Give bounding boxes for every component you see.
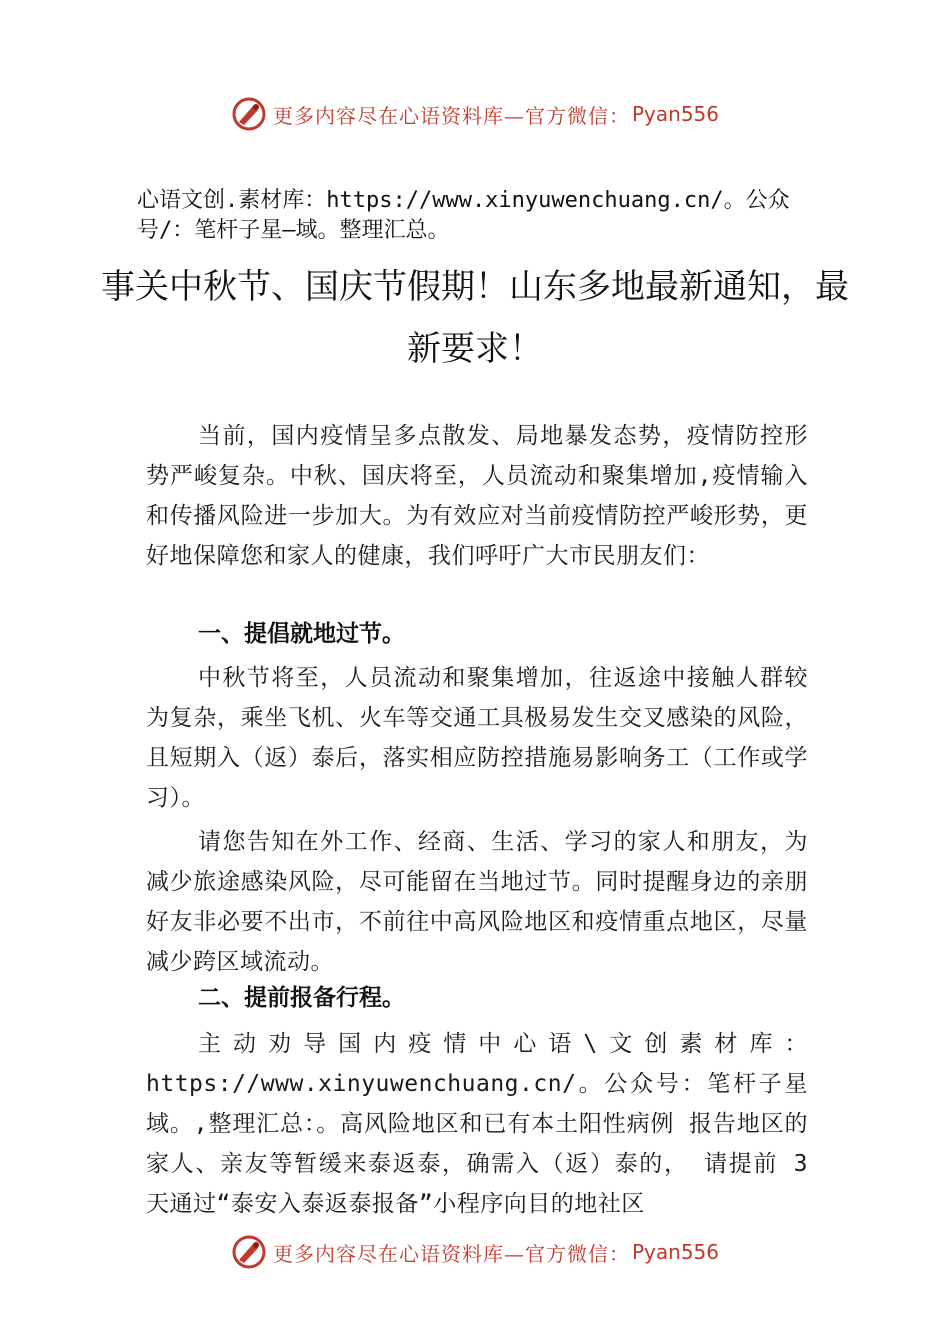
paragraph-block-1 xyxy=(146,416,808,576)
paragraph-report-travel: 主动劝导国内疫情中心语\文创素材库：https://www.xinyuwenchuang.cn/。公众号：笔杆子星域。,整理汇总：。高风险地区和已有本土阳性病例 报告地区的家人、亲友等暂缓来泰返泰，确需入（返）泰的， 请提前 3 天通过“泰安入泰返泰报备”小程序向目的地社区 xyxy=(146,1031,808,1217)
watermark-wechat-id: Pyan556 xyxy=(631,102,719,126)
paragraph-stay-local: 请您告知在外工作、经商、生活、学习的家人和朋友，为减少旅途感染风险，尽可能留在当地过节。同时提醒身边的亲朋好友非必要不出市，不前往中高风险地区和疫情重点地区，尽量减少跨区域流动。 xyxy=(146,829,808,975)
pen-logo-icon xyxy=(231,96,267,132)
paragraph-block-2 xyxy=(146,658,808,818)
paragraph-travel-risk: 中秋节将至，人员流动和聚集增加，往返途中接触人群较为复杂，乘坐飞机、火车等交通工具极易发生交叉感染的风险，且短期入（返）泰后，落实相应防控措施易影响务工（工作或学习）。 xyxy=(146,665,808,811)
source-note: 心语文创.素材库：https://www.xinyuwenchuang.cn/。公众号/：笔杆子星—域。整理汇总。 xyxy=(137,188,790,243)
section-2 xyxy=(146,980,808,1016)
header-watermark xyxy=(0,94,950,134)
watermark-text: 更多内容尽在心语资料库—官方微信： xyxy=(272,1241,630,1266)
footer-watermark xyxy=(0,1232,950,1272)
section-1 xyxy=(146,616,808,652)
paragraph-block-4 xyxy=(146,1024,808,1224)
watermark-wechat-id: Pyan556 xyxy=(631,1240,719,1264)
pen-logo-icon xyxy=(231,1234,267,1270)
intro-paragraph: 当前，国内疫情呈多点散发、局地暴发态势，疫情防控形势严峻复杂。中秋、国庆将至，人员流动和聚集增加,疫情输入和传播风险进一步加大。为有效应对当前疫情防控严峻形势，更好地保障您和家人的健康，我们呼吁广大市民朋友们： xyxy=(146,423,808,569)
paragraph-block-3 xyxy=(146,822,808,982)
watermark-text: 更多内容尽在心语资料库—官方微信： xyxy=(272,103,630,128)
document-title: 事关中秋节、国庆节假期！山东多地最新通知，最新要求！ xyxy=(101,267,849,369)
section-heading-1: 一、提倡就地过节。 xyxy=(198,621,405,647)
section-heading-2: 二、提前报备行程。 xyxy=(198,985,405,1011)
